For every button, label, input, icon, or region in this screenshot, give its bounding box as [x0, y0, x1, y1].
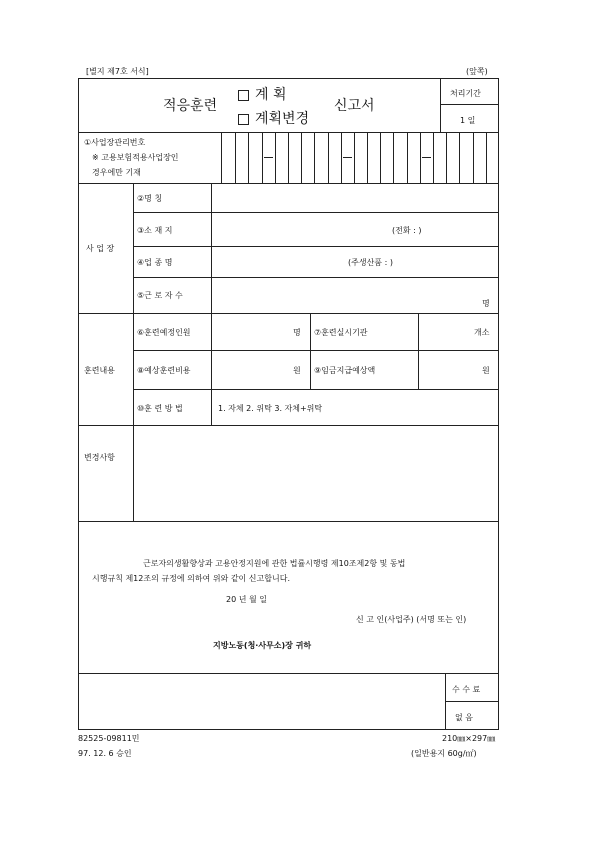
industry-label: ④업 종 명 [137, 258, 173, 267]
method-label: ⑩훈 련 방 법 [137, 404, 183, 413]
processing-period-value: 1 일 [460, 116, 476, 125]
change-content-area[interactable] [134, 426, 498, 520]
digit-divider [288, 132, 289, 183]
training-section-label: 훈련내용 [84, 366, 115, 375]
wage-unit: 원 [482, 366, 490, 375]
method-options[interactable]: 1. 자체 2. 위탁 3. 자체+위탁 [218, 404, 323, 413]
digit-divider [301, 132, 302, 183]
digit-dash [264, 157, 273, 158]
institution-label: ⑦훈련실시기관 [314, 328, 368, 337]
address-label: ③소 재 지 [137, 226, 173, 235]
cost-label: ⑧예상훈련비용 [137, 366, 191, 375]
name-label: ②명 칭 [137, 194, 163, 203]
product-field[interactable]: (주생산품 : ) [348, 258, 393, 267]
digit-divider [328, 132, 329, 183]
workers-label: ⑤근 로 자 수 [137, 291, 183, 300]
digit-dash [343, 157, 352, 158]
phone-field[interactable]: (전화 : ) [392, 226, 422, 235]
change-checkbox[interactable] [238, 114, 249, 125]
paper-size: 210㎜×297㎜ [442, 734, 496, 743]
declaration-recipient: 지방노동(청·사무소)장 귀하 [213, 641, 312, 650]
planned-trainees-unit: 명 [293, 328, 301, 337]
declaration-date[interactable]: 20 년 월 일 [226, 595, 267, 604]
form-number: [별지 제7호 서식] [86, 67, 149, 76]
approval-date: 97. 12. 6 승인 [78, 749, 132, 758]
wage-label: ⑨임금지급예상액 [314, 366, 376, 375]
digit-divider [314, 132, 315, 183]
mgmt-number-note2: 경우에만 기재 [92, 168, 141, 177]
change-label: 변경사항 [84, 453, 115, 462]
digit-divider [407, 132, 408, 183]
mgmt-number-note1: ※ 고용보험적용사업장인 [92, 153, 179, 162]
institution-unit: 개소 [474, 328, 490, 337]
digit-divider [486, 132, 487, 183]
digit-divider [341, 132, 342, 183]
digit-divider [473, 132, 474, 183]
digit-divider [262, 132, 263, 183]
processing-period-label: 처리기간 [450, 89, 481, 98]
declaration-line2: 시행규칙 제12조의 규정에 의하여 위와 같이 신고합니다. [92, 574, 290, 583]
cost-unit: 원 [293, 366, 301, 375]
declaration-line1: 근로자의생활향상과 고용안정지원에 관한 법률시행령 제10조제2항 및 동법 [143, 559, 406, 568]
digit-dash [422, 157, 431, 158]
digit-divider [380, 132, 381, 183]
digit-divider [367, 132, 368, 183]
option-change[interactable]: 계획변경 [238, 108, 309, 128]
mgmt-number-label: ①사업장관리번호 [84, 138, 146, 147]
digit-divider [433, 132, 434, 183]
declaration-signer[interactable]: 신 고 인(사업주) (서명 또는 인) [356, 615, 467, 624]
digit-divider [420, 132, 421, 183]
digit-divider [393, 132, 394, 183]
digit-divider [248, 132, 249, 183]
title-suffix: 신고서 [334, 98, 375, 114]
digit-divider [459, 132, 460, 183]
planned-trainees-label: ⑥훈련예정인원 [137, 328, 191, 337]
paper-type: (일반용지 60g/㎡) [411, 749, 477, 758]
workers-unit: 명 [482, 299, 490, 308]
option-plan[interactable]: 계 획 [238, 84, 287, 104]
digit-divider [275, 132, 276, 183]
fee-label: 수 수 료 [452, 685, 481, 694]
form-code: 82525-09811민 [78, 734, 140, 743]
plan-checkbox[interactable] [238, 90, 249, 101]
title-prefix: 적응훈련 [163, 98, 218, 114]
page-side: (앞쪽) [466, 67, 488, 76]
digit-divider [354, 132, 355, 183]
business-section-label: 사 업 장 [86, 244, 115, 253]
digit-divider [446, 132, 447, 183]
digit-divider [235, 132, 236, 183]
fee-value: 없 음 [455, 713, 473, 722]
